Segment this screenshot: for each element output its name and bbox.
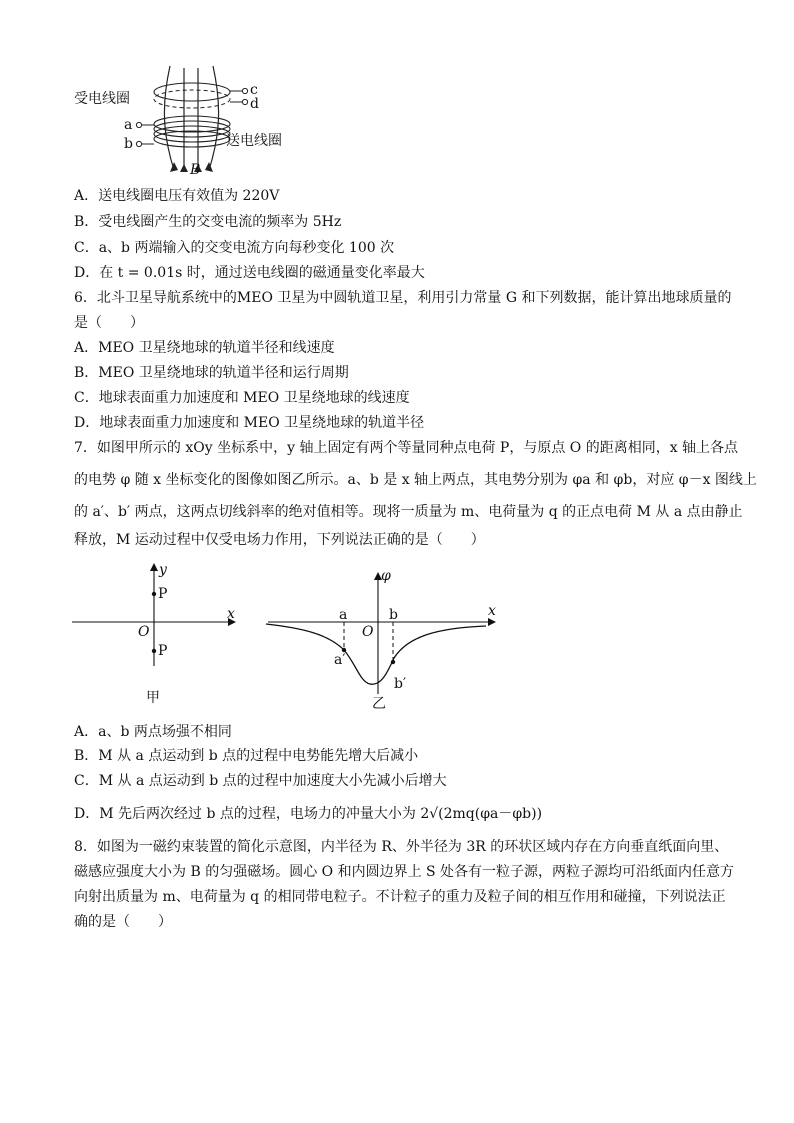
figure-jia [70, 558, 240, 668]
q8-line3: 向射出质量为 m、电荷量为 q 的相同带电粒子。不计粒子的重力及粒子间的相互作用和碰撞，下列说法正 [74, 889, 726, 905]
receive-coil-label: 受电线圈 [74, 91, 130, 107]
yi-origin-label: O [362, 624, 374, 640]
send-coil-label: 送电线圈 [226, 133, 282, 149]
terminal-a: a [124, 117, 133, 133]
charge-p-bottom [152, 649, 156, 653]
q7-option-b: B．M 从 a 点运动到 b 点的过程中电势能先增大后减小 [74, 748, 419, 764]
yi-phi-label: φ [381, 568, 391, 584]
q5-option-d: D．在 t = 0.01s 时，通过送电线圈的磁通量变化率最大 [74, 265, 425, 281]
yi-b-prime-label: b′ [394, 676, 407, 692]
q5-option-b: B．受电线圈产生的交变电流的频率为 5Hz [74, 214, 342, 230]
q8-line2: 磁感应强度大小为 B 的匀强磁场。圆心 O 和内圆边界上 S 处各有一粒子源，两粒子源均可沿纸面内任意方 [74, 864, 735, 880]
jia-y-label: y [159, 562, 167, 578]
q6-option-c: C．地球表面重力加速度和 MEO 卫星绕地球的线速度 [74, 390, 410, 406]
coil-diagram [70, 62, 300, 180]
jia-origin-label: O [138, 624, 150, 640]
charge-p-top [152, 592, 156, 596]
q5-option-c: C．a、b 两端输入的交变电流方向每秒变化 100 次 [74, 240, 395, 256]
jia-x-label: x [227, 606, 235, 622]
jia-charge-top-label: P [158, 586, 168, 602]
q6-stem-line1: 6．北斗卫星导航系统中的MEO 卫星为中圆轨道卫星，利用引力常量 G 和下列数据，能计算出地球质量的 [74, 290, 732, 306]
yi-a-prime-label: a′ [334, 652, 346, 668]
jia-charge-bottom-label: P [158, 643, 168, 659]
yi-a-label: a [339, 607, 348, 623]
q5-option-a: A．送电线圈电压有效值为 220V [74, 188, 280, 204]
q7-stem-line2: 的电势 φ 随 x 坐标变化的图像如图乙所示。a、b 是 x 轴上两点，其电势分别为 φa 和 φb，对应 φ－x 图线上 [74, 472, 757, 488]
jia-caption: 甲 [146, 690, 160, 706]
q7-option-a: A．a、b 两点场强不相同 [74, 724, 232, 740]
q6-stem-line2: 是（ ） [74, 315, 144, 331]
q8-line1: 8．如图为一磁约束装置的简化示意图，内半径为 R、外半径为 3R 的环状区域内存在方向垂直纸面向里、 [74, 839, 729, 855]
q8-line4: 确的是（ ） [74, 914, 172, 930]
q7-stem-line3: 的 a′、b′ 两点，这两点切线斜率的绝对值相等。现将一质量为 m、电荷量为 q 的正点电荷 M 从 a 点由静止 [74, 504, 743, 520]
yi-b-label: b [389, 607, 398, 623]
q7-option-d: D．M 先后两次经过 b 点的过程，电场力的冲量大小为 2√(2mq(φa－φb)) [74, 806, 543, 822]
q6-option-a: A．MEO 卫星绕地球的轨道半径和线速度 [74, 340, 335, 356]
q6-option-d: D．地球表面重力加速度和 MEO 卫星绕地球的轨道半径 [74, 415, 425, 431]
yi-x-label: x [488, 603, 496, 619]
q6-option-b: B．MEO 卫星绕地球的轨道半径和运行周期 [74, 365, 349, 381]
point-b-prime [391, 660, 395, 664]
field-label-b: B [190, 162, 201, 178]
terminal-c: c [250, 82, 258, 98]
q7-stem-line4: 释放，M 运动过程中仅受电场力作用，下列说法正确的是（ ） [74, 532, 485, 548]
q7-stem-line1: 7．如图甲所示的 xOy 坐标系中，y 轴上固定有两个等量同种点电荷 P，与原点 O 的距离相同，x 轴上各点 [74, 440, 739, 456]
terminal-b: b [124, 136, 133, 152]
q7-option-c: C．M 从 a 点运动到 b 点的过程中加速度大小先减小后增大 [74, 773, 447, 789]
yi-caption: 乙 [372, 696, 386, 712]
potential-curve [266, 624, 486, 684]
terminal-d: d [250, 96, 259, 112]
